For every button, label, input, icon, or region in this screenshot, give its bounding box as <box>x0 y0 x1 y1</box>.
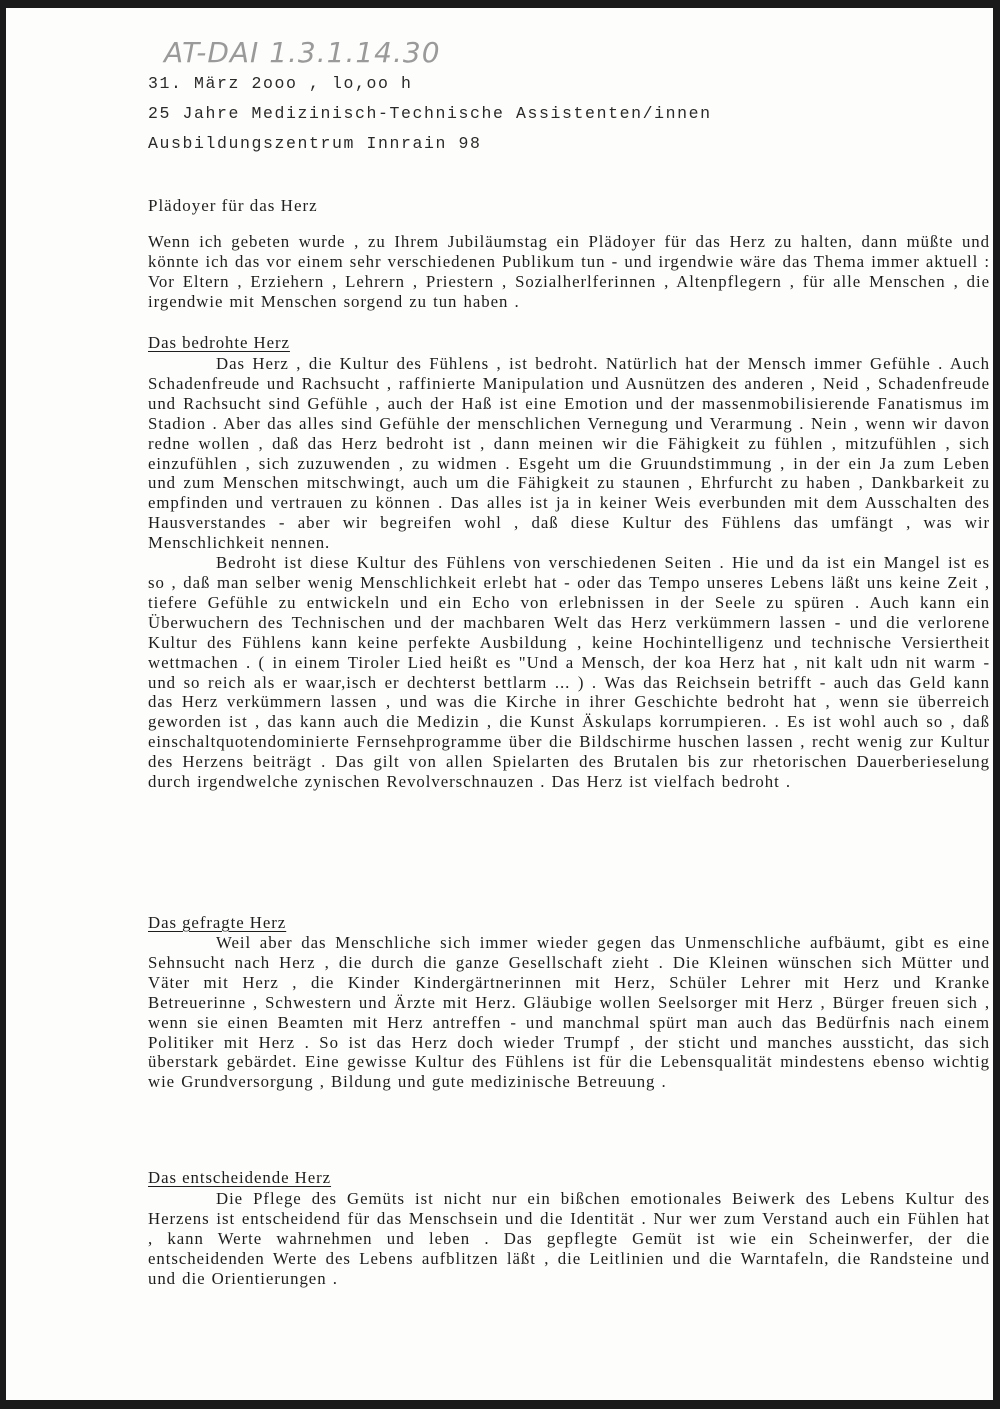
section-heading-bedrohte: Das bedrohte Herz <box>148 333 290 352</box>
document-page <box>6 8 993 1400</box>
section-heading-gefragte: Das gefragte Herz <box>148 913 287 932</box>
section-entscheidende-body <box>148 1189 990 1289</box>
section-bedrohte-body <box>148 354 990 792</box>
section-gefragte-body <box>148 933 990 1092</box>
archive-mark: AT-DAI 1.3.1.14.30 <box>164 36 441 69</box>
paragraph: Die Pflege des Gemüts ist nicht nur ein bißchen emotionales Beiwerk des Lebens Kultur des Herzens ist entscheidend für das Menschsein und die Identität . Nur wer zum Verstand auch ein Fühlen hat , kann Werte wahrnehmen und leben . Das gepflegte Gemüt ist wie ein Scheinwerfer, der die entscheidenden Werte des Lebens aufblitzen läßt , die Leitlinien und die Warntafeln, die Randsteine und und die Orientierungen . <box>148 1189 990 1288</box>
place-line: Ausbildungszentrum Innrain 98 <box>148 134 482 153</box>
document-title: Plädoyer für das Herz <box>148 196 318 215</box>
paragraph: Weil aber das Menschliche sich immer wieder gegen das Unmenschliche aufbäumt, gibt es eine Sehnsucht nach Herz , die durch die ganze Gesellschaft zieht . Die Kleinen wünschen sich Mütter und Väter mit Herz , die Kinder Kindergärtnerinnen mit Herz, Schüler Lehrer mit Herz und Kranke Betreuerinne , Schwestern und Ärzte mit Herz. Gläubige wollen Seelsorger mit Herz , Bürger freuen sich , wenn sie einen Beamten mit Herz antreffen - und manchmal spürt man auch das Bedürfnis nach einem Politiker mit Herz . So ist das Herz doch wieder Trumpf , der sticht und manches aussticht, das sich überstark gebärdet. Eine gewisse Kultur des Fühlens ist für die Lebensqualität mindestens ebenso wichtig wie Grundversorgung , Bildung und gute medizinische Betreuung . <box>148 933 990 1092</box>
paragraph: Bedroht ist diese Kultur des Fühlens von verschiedenen Seiten . Hie und da ist ein Mangel ist es so , daß man selber wenig Menschlichkeit erlebt hat - oder das Tempo unseres Lebens läßt uns keine Zeit , tiefere Gefühle zu entwickeln und ein Echo von erlebnissen in der Seele zu spüren . Auch kann ein Überwuchern des Technischen und der machbaren Welt das Herz verkümmern lassen - und die verlorene Kultur des Fühlens kann keine perfekte Ausbildung , keine Hochintelligenz und technische Versiertheit wettmachen . ( in einem Tiroler Lied heißt es "Und a Mensch, der koa Herz hat , nit kalt udn nit warm - und so reich als er waar,isch er dechterst bettlarm ... ) . Was das Reichsein betrifft - auch das Geld kann das Herz verkümmern lassen , und was die Kirche in ihrer Geschichte bedroht hat , wenn sie überreich geworden ist , das kann auch die Medizin , die Kunst Äskulaps korrumpieren. . Es ist wohl auch so , daß einschaltquotendominierte Fernsehprogramme über die Bildschirme huschen lassen , recht wenig zur Kultur des Herzens beiträgt . Das gilt von allen Spielarten des Brutalen bis zur rhetorischen Dauerberieselung durch irgendwelche zynischen Revolverschnauzen . Das Herz ist vielfach bedroht . <box>148 553 990 792</box>
date-line: 31. März 2ooo , lo,oo h <box>148 74 413 93</box>
section-heading-entscheidende: Das entscheidende Herz <box>148 1168 332 1187</box>
paragraph: Das Herz , die Kultur des Fühlens , ist bedroht. Natürlich hat der Mensch immer Gefühle . Auch Schadenfreude und Rachsucht , raffinierte Manipulation und Ausnützen des anderen , Neid , Schadenfreude und Rachsucht sind Gefühle , auch der Haß ist eine Emotion und der massenmobilisierende Fanatismus im Stadion . Aber das alles sind Gefühle der menschlichen Vernegung und Verarmung . Nein , wenn wir davon redne wollen , daß das Herz bedroht ist , dann meinen wir die Fähigkeit zu fühlen , mitzufühlen , sich einzufühlen , sich zuzuwenden , zu widmen . Esgeht um die Gruundstimmung , in der ein Ja zum Leben und zum Menschen mitschwingt, auch um die Fähigkeit zu staunen , Ehrfurcht zu haben , Dankbarkeit zu empfinden und vertrauen zu können . Das alles ist ja in keiner Weis everbunden mit dem Ausschalten des Hausverstandes - aber wir begreifen wohl , daß diese Kultur des Fühlens das umfängt , was wir Menschlichkeit nennen. <box>148 354 990 553</box>
intro-paragraph <box>148 232 990 312</box>
event-line: 25 Jahre Medizinisch-Technische Assistenten/innen <box>148 104 712 123</box>
intro-text: Wenn ich gebeten wurde , zu Ihrem Jubiläumstag ein Plädoyer für das Herz zu halten, dann müßte und könnte ich das vor einem sehr verschiedenen Publikum tun - und irgendwie wäre das Thema immer aktuell : Vor Eltern , Erziehern , Lehrern , Priestern , Sozialherlferinnen , Altenpflegern , für alle Menschen , die irgendwie mit Menschen sorgend zu tun haben . <box>148 232 990 311</box>
